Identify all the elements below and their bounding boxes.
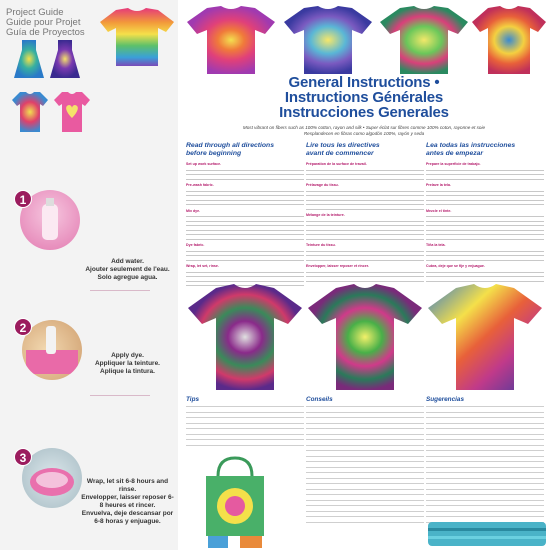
kids-shirt-image-1 (10, 90, 50, 134)
es-section-1 (426, 162, 544, 167)
spiral-shirt-image (185, 4, 277, 76)
tips-heading-fr: Conseils (306, 396, 333, 403)
tote-bag-image (200, 456, 270, 550)
banner-title-fr: Instructions Générales (284, 89, 444, 106)
en-heading-line-2: before beginning (186, 150, 242, 157)
en-section-4-title: Dye fabric. (186, 243, 205, 247)
dress-image-2 (48, 38, 82, 80)
fr-heading-line-2: avant de commencer (306, 150, 374, 157)
fiber-subtitle (184, 125, 544, 137)
title-es: Guía de Proyectos (6, 27, 85, 38)
step-3-cap-es: Envuelva, deje descansar por 6-8 horas y enjuague. (81, 510, 174, 525)
mandala-shirt-image (186, 282, 304, 392)
tips-body-fr (306, 406, 424, 527)
spanish-heading (426, 142, 544, 158)
general-instructions-banner (178, 75, 550, 123)
en-heading-line-1: Read through all directions (186, 142, 274, 149)
dress-image-1 (12, 38, 46, 80)
en-section-4 (186, 243, 304, 248)
scarf-image (428, 520, 546, 550)
es-section-1-title: Prepare la superficie de trabajo. (426, 162, 481, 166)
fr-section-4 (306, 243, 424, 248)
english-heading (186, 142, 304, 158)
fr-section-3-title: Mélange de la teinture. (306, 213, 345, 217)
es-section-4 (426, 243, 544, 248)
banner-title-es: Instrucciones Generales (279, 104, 449, 121)
step-3-cap-fr: Envelopper, laisser reposer 6-8 heures et rincer. (81, 494, 174, 509)
left-panel (0, 0, 178, 550)
es-heading-line-1: Lea todas las instrucciones (426, 142, 516, 149)
orange-shirt-image (470, 4, 548, 76)
en-section-2 (186, 183, 304, 188)
project-guide-title (6, 8, 106, 38)
en-section-5 (186, 264, 304, 269)
green-pink-shirt-image (378, 4, 470, 76)
fr-section-5-title: Envelopper, laisser reposer et rincer. (306, 264, 369, 268)
subtitle-line-2: Resplandecen en fibras como algodón 100%, rayón y seda (303, 131, 425, 136)
es-section-5 (426, 264, 544, 269)
english-column (186, 142, 304, 290)
divider (90, 290, 150, 291)
french-column (306, 142, 424, 285)
title-en: Project Guide (6, 7, 64, 18)
banner-heading (178, 75, 550, 120)
green-spiral-shirt-image (306, 282, 424, 392)
step-2-cap-es: Aplique la tintura. (100, 368, 155, 375)
en-section-1 (186, 162, 304, 167)
spanish-column (426, 142, 544, 285)
es-section-2-title: Prelave la tela. (426, 183, 451, 187)
french-heading (306, 142, 424, 158)
es-section-3 (426, 209, 544, 214)
fr-section-4-title: Teinture du tissu. (306, 243, 336, 247)
es-section-2 (426, 183, 544, 188)
title-fr: Guide pour Projet (6, 17, 81, 28)
fr-section-3 (306, 213, 424, 218)
rainbow-shirt-image (98, 6, 176, 68)
step-1-cap-fr: Ajouter seulement de l'eau. (85, 266, 170, 273)
step-2-cap-fr: Appliquer la teinture. (94, 360, 160, 367)
fr-section-2 (306, 183, 424, 188)
step-1-caption (80, 258, 175, 282)
step-2-badge: 2 (14, 318, 32, 336)
en-section-3-title: Mix dye. (186, 208, 201, 213)
step-2-caption (80, 352, 175, 376)
step-1-cap-es: Solo agregue agua. (97, 274, 158, 281)
es-section-4-title: Tiña la tela. (426, 243, 446, 247)
fr-section-5 (306, 264, 424, 269)
fr-section-2-title: Prélavage du tissu. (306, 183, 339, 187)
step-3-cap-en: Wrap, let sit 6-8 hours and rinse. (86, 478, 169, 493)
step-1-badge: 1 (14, 190, 32, 208)
es-section-3-title: Mezcle el tinte. (426, 208, 452, 213)
fr-heading-line-1: Lire tous les directives (306, 142, 380, 149)
es-heading-line-2: antes de empezar (426, 150, 484, 157)
blue-purple-shirt-image (282, 4, 374, 76)
en-section-2-title: Pre-wash fabric. (186, 183, 214, 187)
tips-heading-es: Sugerencias (426, 396, 465, 403)
en-section-3 (186, 209, 304, 214)
fr-section-1 (306, 162, 424, 167)
en-section-5-title: Wrap, let set, rinse. (186, 264, 219, 268)
fr-section-1-title: Préparation de la surface de travail. (306, 162, 367, 166)
step-1-cap-en: Add water. (111, 258, 144, 265)
step-3-caption (80, 478, 175, 526)
tips-heading-en: Tips (186, 396, 200, 403)
es-section-5-title: Cubra, deje que se fije y enjuague. (426, 264, 485, 268)
tips-body-en (186, 406, 304, 450)
kids-shirt-image-2 (52, 90, 92, 134)
step-2-cap-en: Apply dye. (111, 352, 144, 359)
step-3-badge: 3 (14, 448, 32, 466)
subtitle-line-1: Most vibrant on fibers such as 100% cotton, rayon and silk • Super éclat sur fibres comme 100% coton, rayonne et soie (242, 125, 486, 130)
divider (90, 395, 150, 396)
stripe-shirt-image (426, 282, 544, 392)
en-section-1-title: Set up work surface. (186, 162, 222, 166)
banner-title-en: General Instructions • (288, 74, 440, 91)
tips-body-es (426, 406, 544, 527)
